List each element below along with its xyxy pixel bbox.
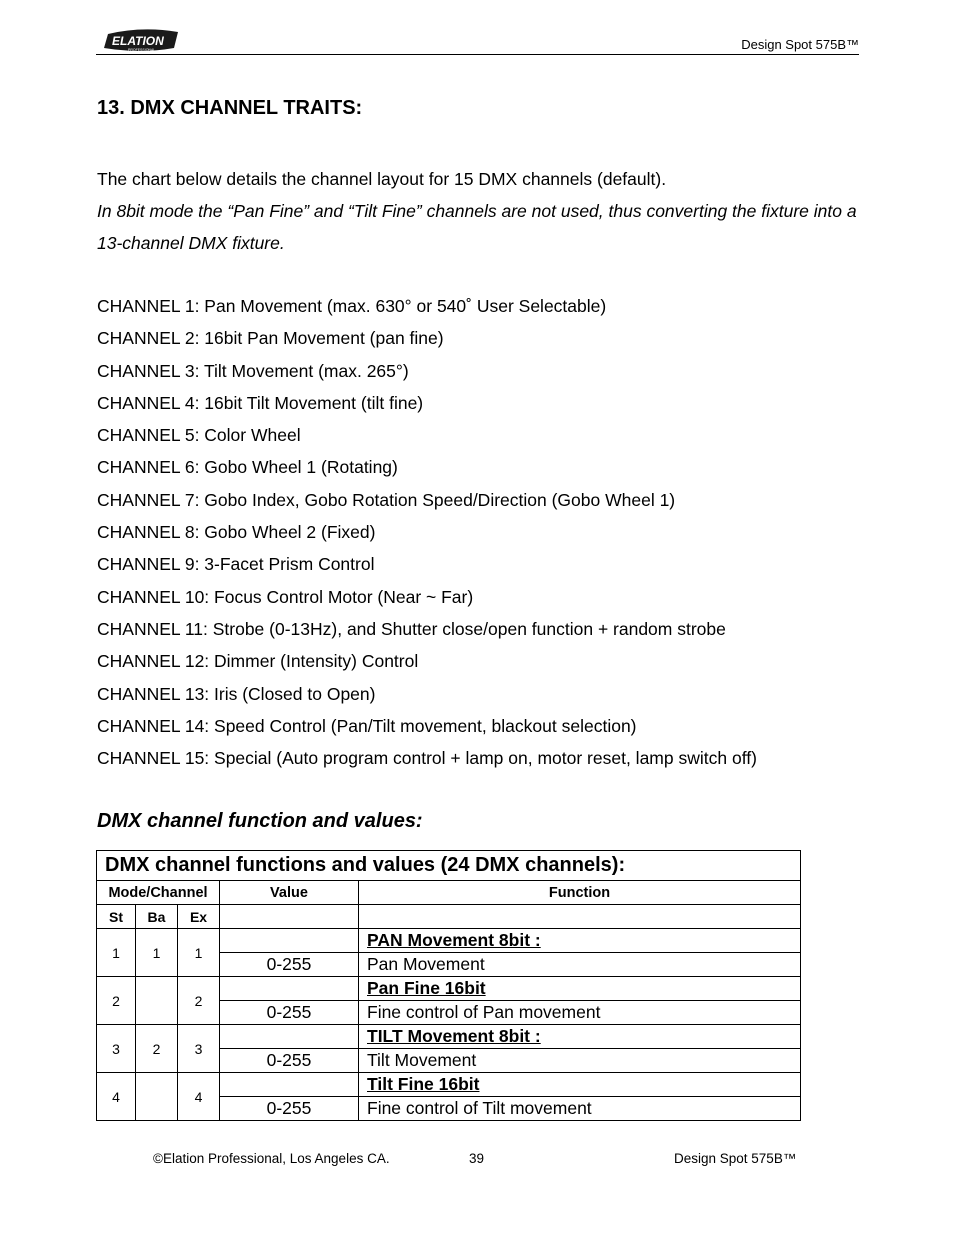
channel-item: CHANNEL 6: Gobo Wheel 1 (Rotating) xyxy=(97,457,398,478)
table-row xyxy=(97,1073,801,1097)
empty-cell xyxy=(220,905,359,929)
channel-item: CHANNEL 5: Color Wheel xyxy=(97,425,301,446)
function-cell: Fine control of Pan movement xyxy=(359,1001,801,1025)
mode-st: 4 xyxy=(97,1073,136,1121)
mode-st: 3 xyxy=(97,1025,136,1073)
group-title: Tilt Fine 16bit xyxy=(359,1073,801,1097)
col-header-function: Function xyxy=(359,881,801,905)
channel-item: CHANNEL 8: Gobo Wheel 2 (Fixed) xyxy=(97,522,376,543)
dmx-function-table xyxy=(96,850,801,1121)
col-header-mode: Mode/Channel xyxy=(97,881,220,905)
channel-item: CHANNEL 14: Speed Control (Pan/Tilt movement, blackout selection) xyxy=(97,715,637,736)
intro-line: The chart below details the channel layout for 15 DMX channels (default). xyxy=(97,169,667,189)
elation-logo-icon xyxy=(102,26,182,54)
mode-ba xyxy=(136,1073,178,1121)
table-subtitle: DMX channel function and values: xyxy=(97,810,423,832)
header-product-name: Design Spot 575B™ xyxy=(741,37,859,52)
subheader-st: St xyxy=(97,905,136,929)
table-row xyxy=(97,977,801,1001)
col-header-value: Value xyxy=(220,881,359,905)
channel-item: CHANNEL 1: Pan Movement (max. 630° or 540˚ User Selectable) xyxy=(97,296,607,316)
group-title: TILT Movement 8bit : xyxy=(359,1025,801,1049)
mode-ex: 3 xyxy=(178,1025,220,1073)
footer-page-number: 39 xyxy=(469,1151,485,1166)
intro-note: In 8bit mode the “Pan Fine” and “Tilt Fine” channels are not used, thus converting the fixture into a 13-channel DMX fixture. xyxy=(97,201,857,253)
mode-ba: 2 xyxy=(136,1025,178,1073)
empty-value xyxy=(220,929,359,953)
channel-item: CHANNEL 3: Tilt Movement (max. 265°) xyxy=(97,360,409,381)
footer-product-name: Design Spot 575B™ xyxy=(674,1151,797,1166)
page-header xyxy=(96,26,859,55)
table-row xyxy=(97,929,801,953)
empty-value xyxy=(220,977,359,1001)
empty-value xyxy=(220,1073,359,1097)
logo-text: ELATION xyxy=(112,34,164,48)
empty-cell xyxy=(359,905,801,929)
channel-list xyxy=(97,290,877,774)
intro-text xyxy=(97,163,867,259)
value-cell: 0-255 xyxy=(220,953,359,977)
channel-item: CHANNEL 7: Gobo Index, Gobo Rotation Speed/Direction (Gobo Wheel 1) xyxy=(97,489,676,510)
channel-item: CHANNEL 4: 16bit Tilt Movement (tilt fine) xyxy=(97,392,424,413)
empty-value xyxy=(220,1025,359,1049)
mode-ba xyxy=(136,977,178,1025)
table-row xyxy=(97,1025,801,1049)
channel-item: CHANNEL 2: 16bit Pan Movement (pan fine) xyxy=(97,328,444,349)
function-cell: Tilt Movement xyxy=(359,1049,801,1073)
value-cell: 0-255 xyxy=(220,1049,359,1073)
footer-copyright: ©Elation Professional, Los Angeles CA. xyxy=(153,1151,390,1166)
mode-ex: 1 xyxy=(178,929,220,977)
mode-ba: 1 xyxy=(136,929,178,977)
value-cell: 0-255 xyxy=(220,1097,359,1121)
function-cell: Fine control of Tilt movement xyxy=(359,1097,801,1121)
section-title: 13. DMX CHANNEL TRAITS: xyxy=(97,97,363,119)
mode-ex: 2 xyxy=(178,977,220,1025)
mode-ex: 4 xyxy=(178,1073,220,1121)
mode-st: 2 xyxy=(97,977,136,1025)
group-title: PAN Movement 8bit : xyxy=(359,929,801,953)
channel-item: CHANNEL 9: 3-Facet Prism Control xyxy=(97,554,375,575)
subheader-ex: Ex xyxy=(178,905,220,929)
group-title: Pan Fine 16bit xyxy=(359,977,801,1001)
logo-subtext: PROFESSIONAL xyxy=(128,48,156,52)
channel-item: CHANNEL 12: Dimmer (Intensity) Control xyxy=(97,651,419,672)
mode-st: 1 xyxy=(97,929,136,977)
channel-item: CHANNEL 15: Special (Auto program control + lamp on, motor reset, lamp switch off) xyxy=(97,748,757,769)
channel-item: CHANNEL 10: Focus Control Motor (Near ~ Far) xyxy=(97,586,474,607)
table-caption: DMX channel functions and values (24 DMX channels): xyxy=(97,851,801,881)
value-cell: 0-255 xyxy=(220,1001,359,1025)
channel-item: CHANNEL 11: Strobe (0-13Hz), and Shutter close/open function + random strobe xyxy=(97,618,726,639)
function-cell: Pan Movement xyxy=(359,953,801,977)
channel-item: CHANNEL 13: Iris (Closed to Open) xyxy=(97,683,376,704)
subheader-ba: Ba xyxy=(136,905,178,929)
